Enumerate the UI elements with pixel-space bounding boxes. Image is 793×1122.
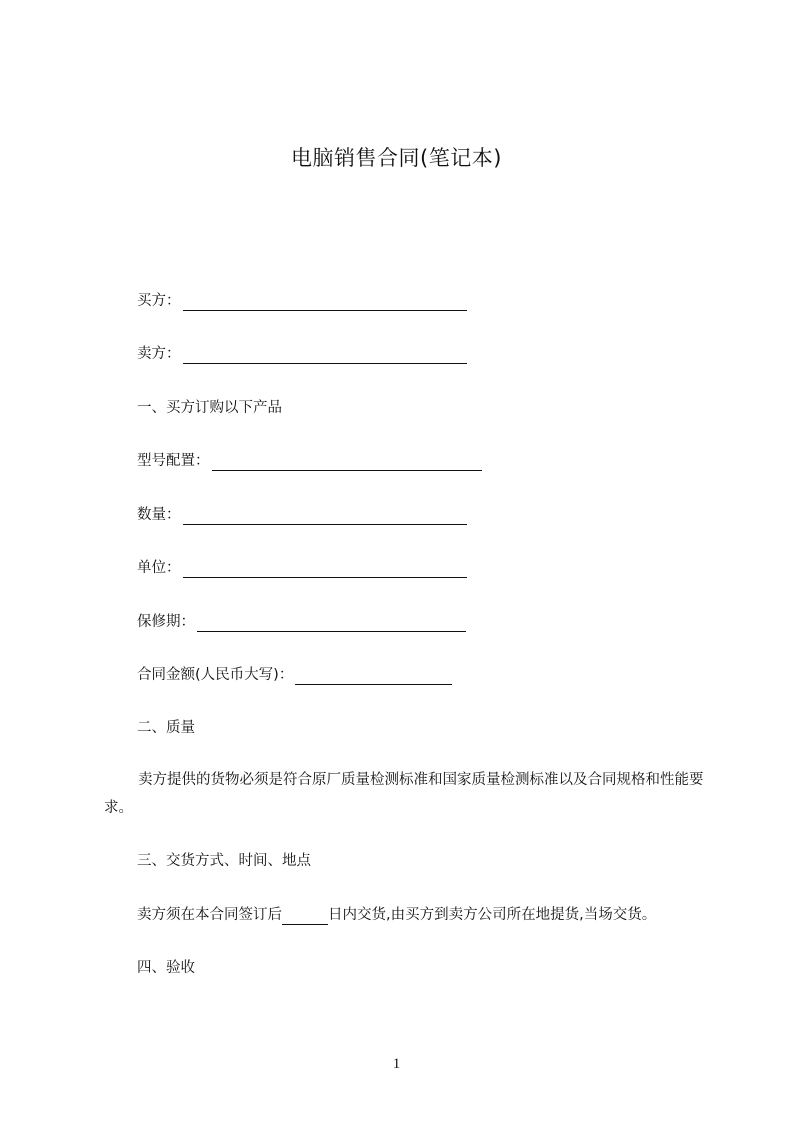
quality-paragraph: 卖方提供的货物必须是符合原厂质量检测标准和国家质量检测标准以及合同规格和性能要求。	[104, 772, 704, 816]
section2-heading-text: 二、质量	[137, 720, 195, 736]
model-line	[137, 451, 482, 471]
amount-label: 合同金额(人民币大写)：	[137, 667, 294, 683]
warranty-blank	[197, 617, 466, 632]
quantity-label: 数量：	[137, 507, 181, 523]
warranty-label: 保修期：	[137, 614, 195, 630]
seller-blank	[183, 349, 467, 364]
unit-blank	[183, 563, 467, 578]
section4-heading-text: 四、验收	[137, 960, 195, 976]
seller-label: 卖方：	[137, 346, 181, 362]
delivery-days-blank	[282, 910, 328, 925]
seller-line	[137, 344, 467, 364]
buyer-blank	[183, 296, 467, 311]
warranty-line	[137, 612, 466, 632]
section3-heading-text: 三、交货方式、时间、地点	[137, 853, 311, 869]
section1-heading-text: 一、买方订购以下产品	[137, 400, 282, 416]
buyer-label: 买方：	[137, 293, 181, 309]
unit-line	[137, 558, 467, 578]
buyer-line	[137, 291, 467, 311]
model-label: 型号配置：	[137, 453, 210, 469]
unit-label: 单位：	[137, 560, 181, 576]
model-blank	[212, 456, 482, 471]
quantity-blank	[183, 510, 467, 525]
section2-heading	[137, 718, 195, 738]
quantity-line	[137, 505, 467, 525]
section3-heading	[137, 851, 311, 871]
delivery-text-after: 日内交货,由买方到卖方公司所在地提货,当场交货。	[328, 907, 657, 923]
delivery-text-before: 卖方须在本合同签订后	[137, 907, 282, 923]
section1-heading	[137, 398, 282, 418]
section4-heading	[137, 958, 195, 978]
page-title: 电脑销售合同(笔记本)	[291, 146, 502, 170]
amount-line	[137, 665, 452, 685]
amount-blank	[295, 670, 452, 685]
page-number: 1	[392, 1056, 401, 1072]
delivery-line	[137, 905, 656, 925]
